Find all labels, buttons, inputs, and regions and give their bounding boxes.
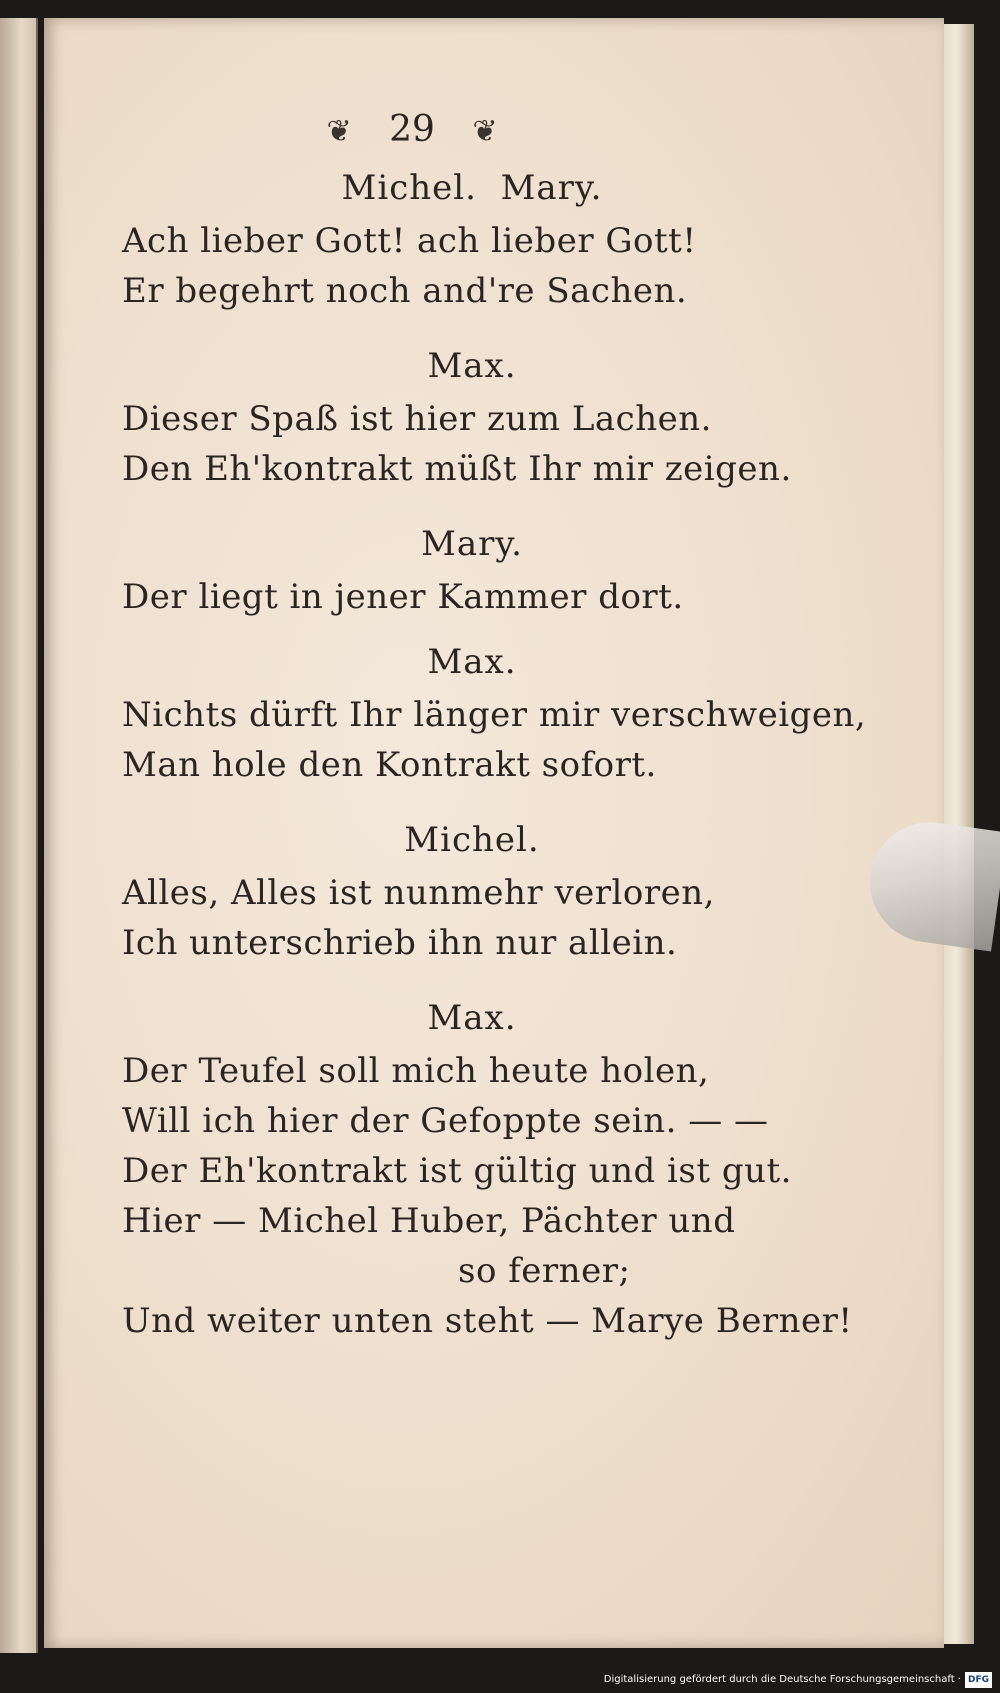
page-header	[122, 100, 702, 160]
speaker-heading: Max.	[427, 998, 517, 1038]
verse-line: Dieser Spaß ist hier zum Lachen.	[122, 399, 712, 439]
ornament-left-icon: ❦	[326, 114, 352, 149]
credit-text: Digitalisierung gefördert durch die Deutsche Forschungsgemeinschaft ·	[603, 1674, 961, 1685]
verse-line: Alles, Alles ist nunmehr verloren,	[122, 873, 715, 913]
verse-line: Der Teufel soll mich heute holen,	[122, 1051, 710, 1091]
speaker-heading: Michel. Mary.	[341, 168, 603, 208]
verse-line: Hier — Michel Huber, Pächter und	[122, 1201, 736, 1241]
speaker-heading: Max.	[427, 346, 517, 386]
verse-line: Ach lieber Gott! ach lieber Gott!	[122, 221, 697, 261]
verse-line: Nichts dürft Ihr länger mir verschweigen,	[122, 695, 867, 735]
speaker-heading: Mary.	[421, 524, 523, 564]
verse-line: Und weiter unten steht — Marye Berner!	[122, 1301, 853, 1341]
verse-line: Den Eh'kontrakt müßt Ihr mir zeigen.	[122, 449, 792, 489]
dfg-logo: DFG	[965, 1672, 992, 1688]
verse-line: Er begehrt noch and're Sachen.	[122, 271, 688, 311]
page-number: 29	[389, 109, 435, 150]
speaker-heading: Max.	[427, 642, 517, 682]
previous-page-edge	[0, 18, 38, 1653]
digitization-credit	[604, 1672, 992, 1688]
verse-line: Man hole den Kontrakt sofort.	[122, 745, 657, 785]
verse-line: Der Eh'kontrakt ist gültig und ist gut.	[122, 1151, 792, 1191]
speaker-heading: Michel.	[404, 820, 540, 860]
ornament-right-icon: ❦	[472, 114, 498, 149]
page-content	[122, 100, 867, 1346]
verse-line: Der liegt in jener Kammer dort.	[122, 577, 684, 617]
verse-line-continuation: so ferner;	[458, 1251, 631, 1291]
verse-line: Ich unterschrieb ihn nur allein.	[122, 923, 678, 963]
verse-line: Will ich hier der Gefoppte sein. — —	[122, 1101, 769, 1141]
